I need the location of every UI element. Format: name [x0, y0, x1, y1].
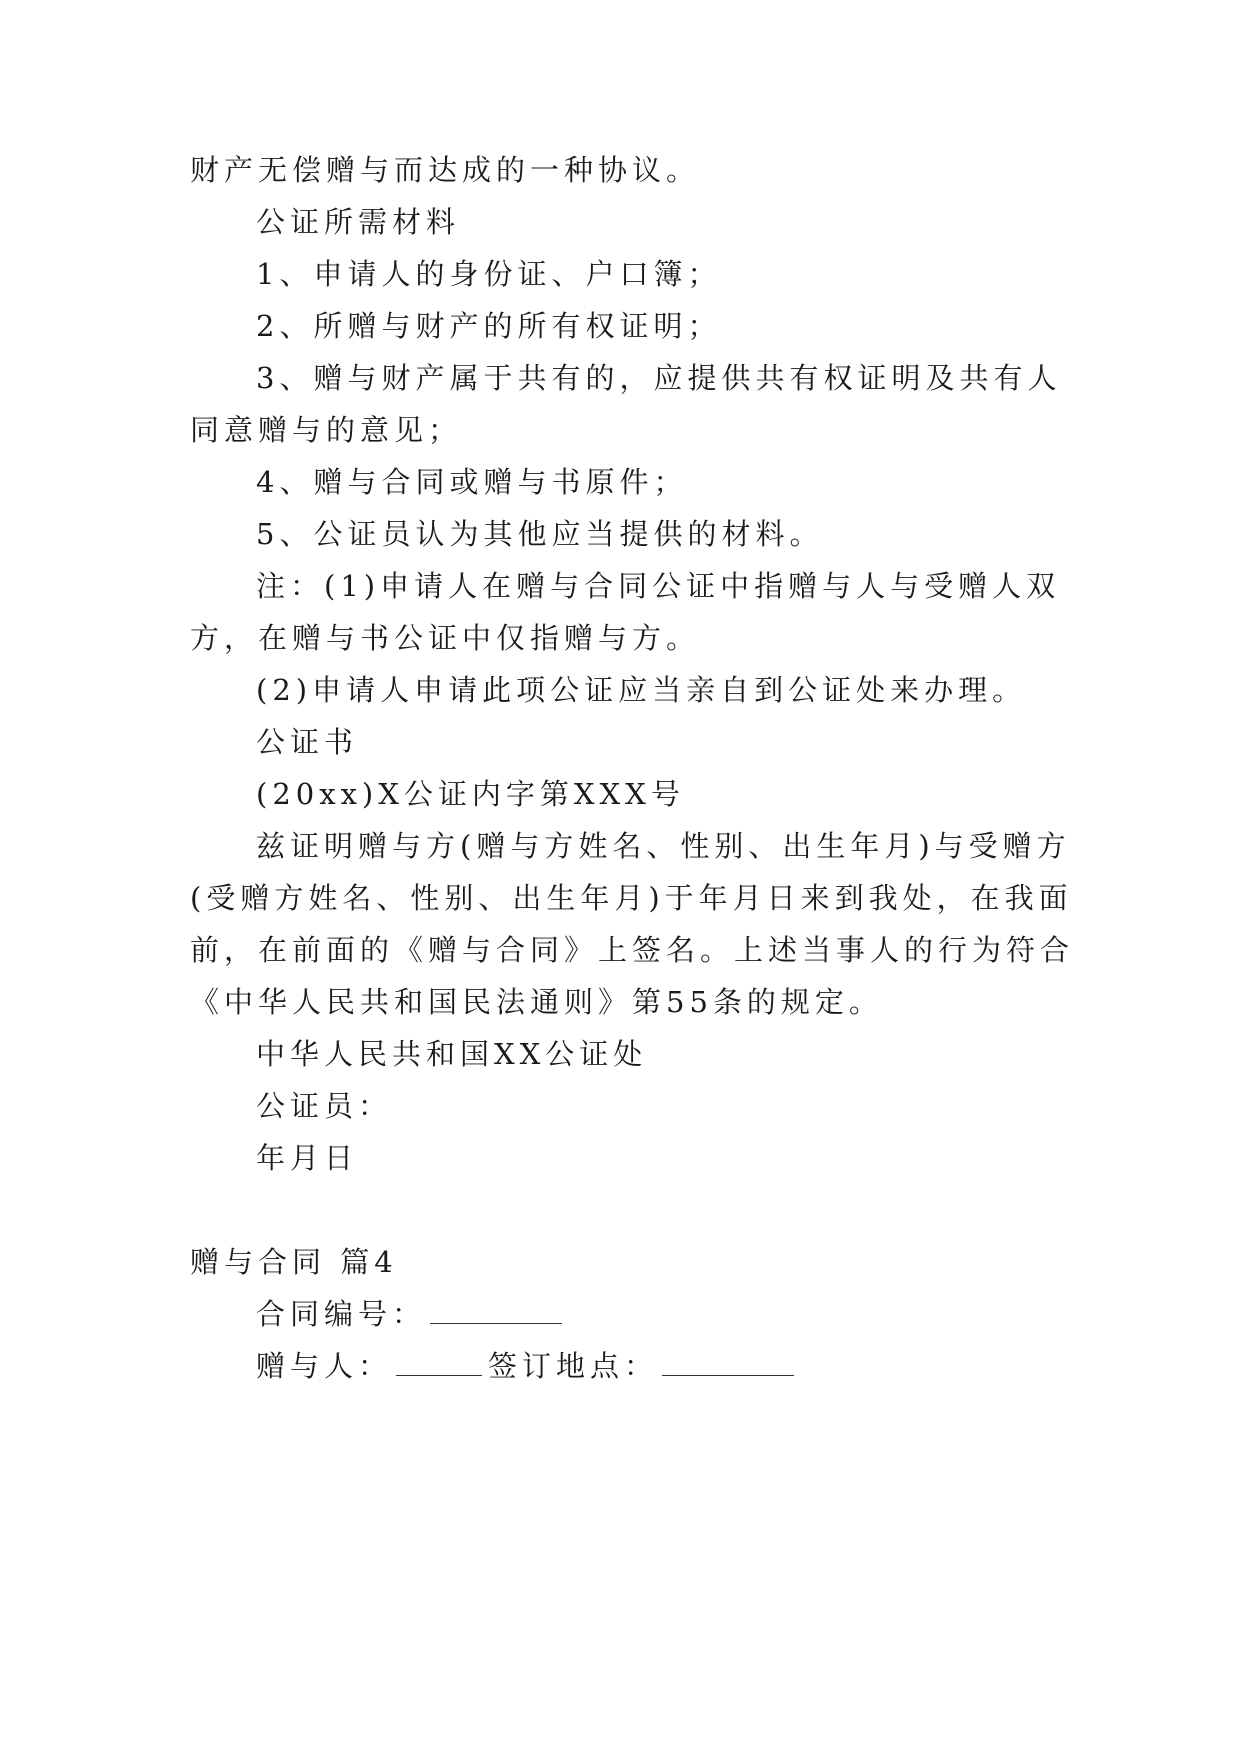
signing-place-label: 签订地点：: [488, 1349, 659, 1383]
list-item: 5、公证员认为其他应当提供的材料。: [256, 517, 824, 551]
text-line: 财产无偿赠与而达成的一种协议。: [190, 153, 701, 187]
list-item: 1、申请人的身份证、户口簿；: [256, 257, 722, 291]
note-line: 注：(1)申请人在赠与合同公证中指赠与人与受赠人双: [256, 569, 1061, 603]
contract-number-label: 合同编号：: [256, 1297, 427, 1331]
list-item: 2、所赠与财产的所有权证明；: [256, 309, 722, 343]
note-line: (2)申请人申请此项公证应当亲自到公证处来办理。: [256, 673, 1027, 707]
list-item: 3、赠与财产属于共有的，应提供共有权证明及共有人: [256, 361, 1062, 395]
date-line: 年月日: [256, 1141, 359, 1175]
signing-place-blank: [662, 1347, 794, 1376]
contract-number-blank: [430, 1295, 562, 1324]
notary-office: 中华人民共和国XX公证处: [256, 1037, 648, 1071]
donor-label: 赠与人：: [256, 1349, 393, 1383]
text-line: 同意赠与的意见；: [190, 413, 463, 447]
text-line: 方，在赠与书公证中仅指赠与方。: [190, 621, 701, 655]
donor-row: [256, 1346, 1136, 1386]
list-item: 4、赠与合同或赠与书原件；: [256, 465, 688, 499]
text-line: (受赠方姓名、性别、出生年月)于年月日来到我处，在我面: [190, 881, 1073, 915]
heading-certificate: 公证书: [256, 725, 359, 759]
notary-label: 公证员：: [256, 1089, 393, 1123]
certificate-number: (20xx)X公证内字第XXX号: [256, 777, 685, 811]
section-title: 赠与合同 篇4: [190, 1245, 398, 1279]
heading-materials: 公证所需材料: [256, 205, 461, 239]
text-line: 兹证明赠与方(赠与方姓名、性别、出生年月)与受赠方: [256, 829, 1071, 863]
text-line: 《中华人民共和国民法通则》第55条的规定。: [190, 985, 883, 1019]
donor-blank: [396, 1347, 482, 1376]
text-line: 前，在前面的《赠与合同》上签名。上述当事人的行为符合: [190, 933, 1075, 967]
contract-number-row: [256, 1294, 1136, 1334]
